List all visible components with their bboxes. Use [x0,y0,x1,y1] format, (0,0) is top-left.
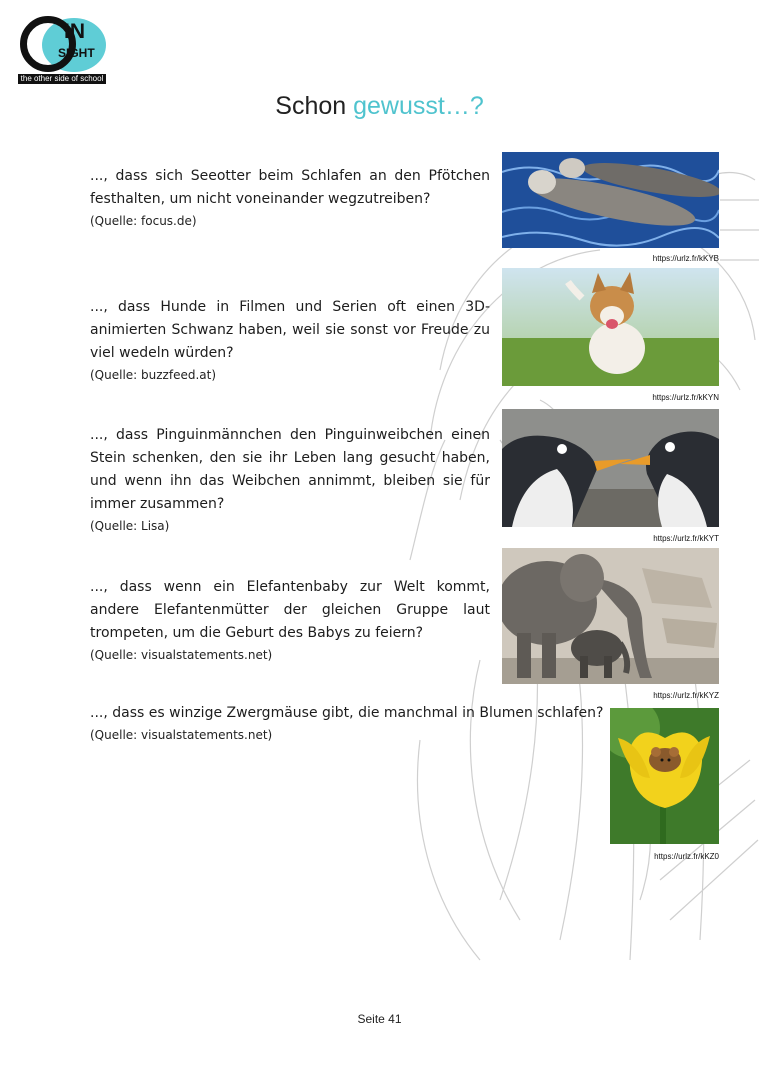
penguin-photo [502,409,719,527]
fact-penguins [90,424,490,535]
image-source-url: https://urlz.fr/kKYN [652,393,719,402]
fact-text: ..., dass es winzige Zwergmäuse gibt, die manchmal in Blumen schlafen? [90,705,604,721]
fact-text: ..., dass wenn ein Elefantenbaby zur Welt kommt, andere Elefantenmütter der gleichen Gruppe laut trompeten, um die Geburt des Babys zu feiern? [90,579,490,641]
page-number: Seite 41 [357,1012,402,1026]
page-title [0,92,759,121]
fact-text: ..., dass Pinguinmännchen den Pinguinweibchen einen Stein schenken, den sie ihr Leben lang gesucht haben, und wenn ihn das Weibchen annimmt, bleiben sie für immer zusammen? [90,427,490,512]
fact-source: (Quelle: focus.de) [90,214,197,228]
fact-text: ..., dass Hunde in Filmen und Serien oft einen 3D-animierten Schwanz haben, weil sie sonst vor Freude zu viel wedeln würden? [90,299,490,361]
fact-sea-otters [90,165,490,230]
fact-text: ..., dass sich Seeotter beim Schlafen an den Pfötchen festhalten, um nicht voneinander wegzutreiben? [90,168,490,207]
logo-in-text: IN [64,20,85,43]
logo-sight-text: SIGHT [58,46,95,60]
mouse-in-tulip-photo [610,708,719,844]
logo-tagline: the other side of school [18,74,106,84]
title-plain: Schon [275,92,354,120]
fact-source: (Quelle: buzzfeed.at) [90,368,217,382]
fact-elephants [90,576,490,664]
sea-otter-photo [502,152,719,248]
fact-mice [90,702,610,744]
fact-source: (Quelle: visualstatements.net) [90,728,273,742]
fact-source: (Quelle: Lisa) [90,519,170,533]
image-source-url: https://urlz.fr/kKZ0 [654,852,719,861]
image-source-url: https://urlz.fr/kKYT [653,534,719,543]
fact-source: (Quelle: visualstatements.net) [90,648,273,662]
fact-dogs [90,296,490,384]
image-source-url: https://urlz.fr/kKYB [652,254,719,263]
dog-photo [502,268,719,386]
elephant-photo [502,548,719,684]
title-accent: gewusst…? [353,92,484,120]
image-source-url: https://urlz.fr/kKYZ [653,691,719,700]
insight-logo [18,16,108,86]
